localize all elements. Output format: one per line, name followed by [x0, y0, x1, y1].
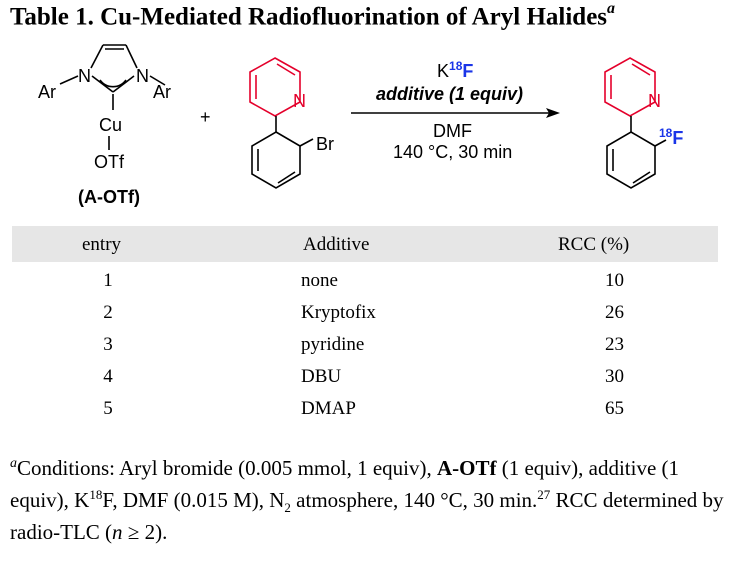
cell-additive: pyridine: [301, 334, 365, 355]
footnote-reference: 27: [537, 487, 551, 502]
substrate-pyridine-double-2: [277, 64, 295, 75]
footnote-text-5: RCC determined by radio-TLC (: [10, 488, 724, 544]
title-footnote-mark: a: [607, 0, 616, 17]
conditions-temp-time: 140 °C, 30 min: [393, 142, 513, 162]
ring-bond-c2-n: [113, 76, 134, 92]
cell-entry: 2: [103, 302, 113, 323]
product-pyridine-double-2: [632, 64, 650, 75]
footnote-text-1: Conditions: Aryl bromide (0.005 mmol, 1 equiv),: [17, 456, 437, 480]
substrate-n-label: N: [293, 91, 306, 111]
plus-sign: +: [200, 107, 211, 127]
product-n-label: N: [648, 91, 661, 111]
footnote-text-2: (1 equiv), additive (1 equiv), K: [10, 456, 680, 512]
table-header: [12, 226, 718, 262]
substrate-benzene-ring: [252, 132, 300, 188]
table-row: [12, 334, 718, 364]
table-title: [10, 2, 615, 31]
ar-left-label: Ar: [38, 82, 56, 102]
n-ar-bond-left: [60, 76, 78, 84]
ring-bond-n-c2: [92, 76, 113, 92]
footnote-catalyst-name: A-OTf: [436, 456, 497, 480]
cu-label: Cu: [99, 115, 123, 135]
substrate-structure: [250, 58, 313, 188]
catalyst-label: (A-OTf): [78, 187, 140, 207]
cell-rcc: 65: [605, 398, 624, 419]
conditions-reagent: $K^{18}F$: [437, 59, 474, 81]
product-structure: [605, 58, 666, 188]
cell-entry: 3: [103, 334, 113, 355]
cell-additive: DBU: [301, 366, 342, 387]
cell-entry: 1: [103, 270, 113, 291]
fluorine-18-label: $^{18}$F: [659, 126, 684, 148]
ring-bond-c5n: [91, 45, 103, 68]
cell-entry: 4: [103, 366, 113, 387]
cell-rcc: 30: [605, 366, 624, 387]
header-rcc: RCC (%): [558, 234, 630, 255]
header-additive: Additive: [303, 234, 370, 255]
table-footnote: [10, 452, 728, 548]
footnote-text-3: F, DMF (0.015 M), N: [102, 488, 285, 512]
footnote-k-mass: 18: [89, 487, 103, 502]
c-f-bond: [655, 140, 666, 146]
br-label: Br: [316, 134, 334, 154]
footnote-n-variable: n: [112, 520, 123, 544]
table-row: [12, 398, 718, 428]
conditions-additive: additive (1 equiv): [376, 84, 524, 104]
reaction-scheme: [0, 40, 737, 220]
table-title-text: Table 1. Cu-Mediated Radiofluorination of Aryl Halides: [10, 3, 608, 31]
conditions-solvent: DMF: [433, 121, 472, 141]
footnote-text-6: ≥ 2).: [122, 520, 168, 544]
table-row: [12, 366, 718, 396]
cell-rcc: 10: [605, 270, 624, 291]
n-left-label: N: [78, 66, 91, 86]
cell-additive: DMAP: [301, 398, 356, 419]
header-entry: entry: [82, 234, 122, 255]
footnote-text-4: atmosphere, 140 °C, 30 min.: [290, 488, 538, 512]
otf-label: OTf: [94, 152, 124, 172]
cell-rcc: 23: [605, 334, 624, 355]
table-row: [12, 270, 718, 300]
cell-entry: 5: [103, 398, 113, 419]
n-right-label: N: [136, 66, 149, 86]
cell-additive: Kryptofix: [301, 302, 376, 323]
product-benzene-ring: [607, 132, 655, 188]
ring-bond-c4n: [126, 45, 137, 68]
cell-rcc: 26: [605, 302, 624, 323]
footnote-n2-subscript: 2: [284, 500, 291, 516]
table-row: [12, 302, 718, 332]
ar-right-label: Ar: [153, 82, 171, 102]
cell-additive: none: [301, 270, 338, 291]
footnote-mark: a: [10, 456, 17, 471]
c-br-bond: [300, 139, 313, 146]
